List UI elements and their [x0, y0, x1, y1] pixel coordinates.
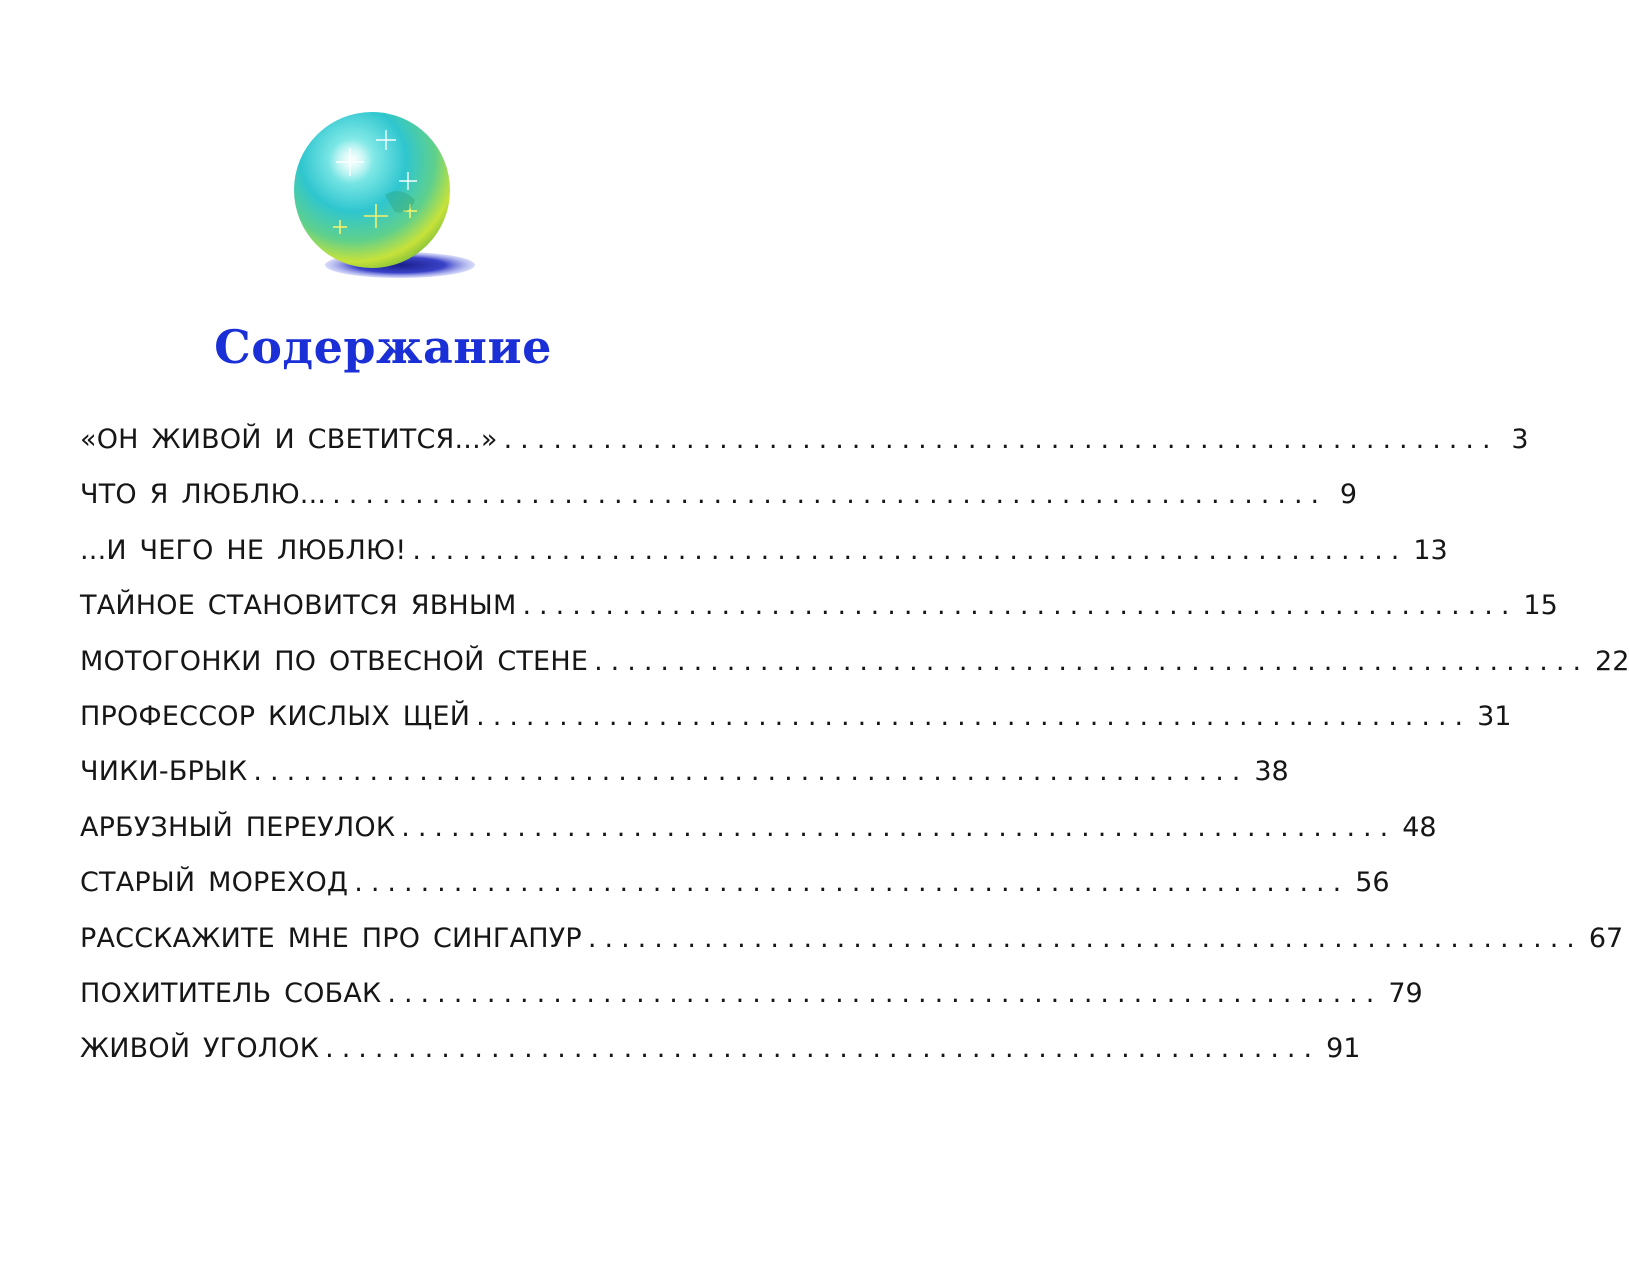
toc-entry-title: МОТОГОНКИ ПО ОТВЕСНОЙ СТЕНЕ: [80, 645, 589, 677]
toc-entry[interactable]: [80, 590, 1558, 645]
toc-entry-title: «ОН ЖИВОЙ И СВЕТИТСЯ...»: [80, 424, 498, 455]
toc-dot-leader: ............................................................: [594, 645, 1590, 677]
toc-entry-page-number: 38: [1254, 756, 1289, 788]
toc-entry[interactable]: [80, 867, 1390, 922]
toc-dot-leader: ............................................................: [401, 811, 1397, 843]
toc-dot-leader: ............................................................: [332, 479, 1328, 511]
toc-entry-title: ЧТО Я ЛЮБЛЮ...: [80, 479, 327, 511]
toc-entry-title: ТАЙНОЕ СТАНОВИТСЯ ЯВНЫМ: [80, 590, 517, 622]
magic-orb-illustration: [280, 100, 490, 290]
toc-dot-leader: ............................................................: [325, 1033, 1321, 1065]
toc-entry-title: ЖИВОЙ УГОЛОК: [80, 1033, 320, 1065]
toc-entry[interactable]: [80, 424, 1529, 479]
toc-entry-page-number: 91: [1326, 1033, 1361, 1065]
toc-dot-leader: ............................................................: [587, 922, 1583, 954]
toc-entry-title: СТАРЫЙ МОРЕХОД: [80, 867, 349, 899]
toc-entry-title: ЧИКИ-БРЫК: [80, 756, 248, 788]
toc-dot-leader: ............................................................: [354, 867, 1350, 899]
toc-entry-page-number: 9: [1339, 479, 1358, 511]
toc-entry[interactable]: [80, 756, 1289, 811]
toc-entry[interactable]: [80, 479, 1358, 534]
toc-entry[interactable]: [80, 645, 1629, 701]
toc-entry-page-number: 56: [1355, 867, 1390, 899]
toc-entry[interactable]: [80, 1033, 1361, 1088]
toc-dot-leader: ............................................................: [503, 424, 1499, 455]
toc-entry-page-number: 48: [1402, 811, 1437, 843]
toc-entry-page-number: 31: [1477, 700, 1512, 732]
toc-entry[interactable]: [80, 922, 1624, 978]
toc-entry-title: ПОХИТИТЕЛЬ СОБАК: [80, 977, 382, 1009]
toc-dot-leader: ............................................................: [476, 700, 1472, 732]
toc-entry[interactable]: [80, 534, 1448, 590]
toc-entry-page-number: 79: [1388, 977, 1423, 1009]
toc-entry-title: РАССКАЖИТЕ МНЕ ПРО СИНГАПУР: [80, 922, 582, 954]
toc-entry-page-number: 13: [1413, 534, 1448, 566]
toc-entry[interactable]: [80, 700, 1512, 756]
toc-dot-leader: ............................................................: [412, 534, 1408, 566]
toc-entry-page-number: 22: [1595, 645, 1629, 677]
toc-dot-leader: ............................................................: [253, 756, 1249, 788]
page-title: Содержание: [214, 320, 552, 374]
toc-entry-page-number: 67: [1588, 922, 1624, 954]
toc-entry-page-number: 3: [1511, 424, 1529, 455]
toc-entry[interactable]: [80, 811, 1437, 867]
toc-entry[interactable]: [80, 977, 1423, 1033]
toc-entry-page-number: 15: [1523, 590, 1558, 622]
toc-entry-title: ПРОФЕССОР КИСЛЫХ ЩЕЙ: [80, 700, 471, 732]
orb-icon: [280, 100, 490, 290]
toc-entry-title: АРБУЗНЫЙ ПЕРЕУЛОК: [80, 811, 396, 843]
table-of-contents: [80, 424, 1629, 1089]
toc-entry-title: ...И ЧЕГО НЕ ЛЮБЛЮ!: [80, 534, 407, 566]
toc-dot-leader: ............................................................: [522, 590, 1518, 622]
toc-dot-leader: ............................................................: [387, 977, 1383, 1009]
